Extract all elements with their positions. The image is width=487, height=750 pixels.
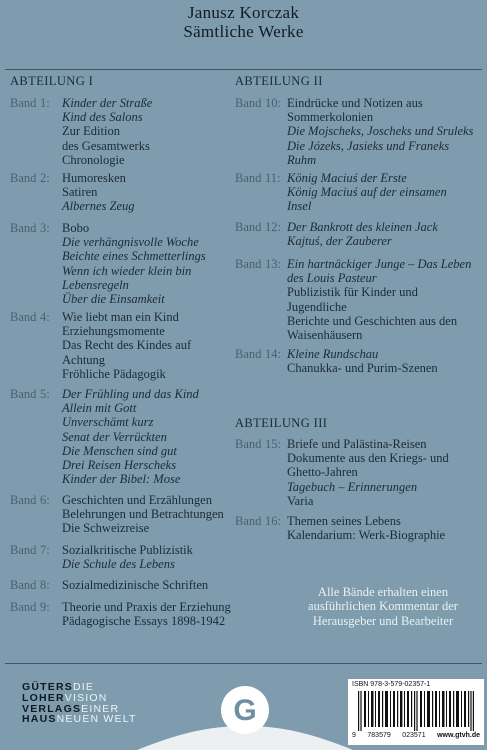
band-label: Band xyxy=(10,310,37,324)
band-label: Band xyxy=(235,347,262,361)
volume-title-line: Wie liebt man ein Kind xyxy=(62,310,179,324)
volume-title-line: Achtung xyxy=(62,352,106,367)
volume-title-line: Das Recht des Kindes auf xyxy=(62,338,192,353)
band-number: 13: xyxy=(265,257,281,271)
band-number: 8: xyxy=(40,578,50,592)
band-number: 3: xyxy=(40,221,50,235)
band-label: Band xyxy=(10,600,37,614)
volume-title-line: Albernes Zeug xyxy=(62,199,135,214)
volume-title-line: Fröhliche Pädagogik xyxy=(62,366,166,381)
band-label: Band xyxy=(235,257,262,271)
volume-title-line: Senat der Verrückten xyxy=(62,429,167,444)
volume-title-line: Dokumente aus den Kriegs- und xyxy=(287,451,449,466)
band-label: Band xyxy=(235,437,262,451)
band-label: Band xyxy=(235,96,262,110)
volume-title-line: Chronologie xyxy=(62,152,125,167)
barcode-icon xyxy=(358,691,474,731)
volume-title-line: Publizistik für Kinder und xyxy=(287,285,418,300)
volume-title-line: Sozialmedizinische Schriften xyxy=(62,578,209,592)
volume-title-line: Die Schweizreise xyxy=(62,521,150,536)
volume-title-line: des Gesamtwerks xyxy=(62,138,150,153)
volume-title-line: Bobo xyxy=(62,221,90,235)
band-label: Band xyxy=(10,578,37,592)
volume-title-line: Wenn ich wieder klein bin xyxy=(62,263,192,278)
volume-title-line: Der Frühling und das Kind xyxy=(62,387,199,401)
volume-title-line: Geschichten und Erzählungen xyxy=(62,493,212,507)
band-number: 12: xyxy=(265,220,281,234)
commentary-note: Alle Bände erhalten einen ausführlichen Kommentar der Herausgeber und Bearbeiter xyxy=(308,585,458,628)
volume-title-line: Pädagogische Essays 1898-1942 xyxy=(62,614,226,629)
band-label: Band xyxy=(235,514,262,528)
volume-title-line: Die Józeks, Jasieks und Franeks xyxy=(287,138,450,153)
volume-title-line: des Louis Pasteur xyxy=(287,271,377,286)
volume-title-line: Allein mit Gott xyxy=(62,401,137,416)
volume-title-line: Kinder der Straße xyxy=(62,96,153,110)
volume-title-line: Beichte eines Schmetterlings xyxy=(62,249,206,264)
volume-title-line: Erziehungsmomente xyxy=(62,324,165,339)
band-number: 9: xyxy=(40,600,50,614)
volume-title-line: Zur Edition xyxy=(62,124,120,139)
band-number: 15: xyxy=(265,437,281,451)
band-label: Band xyxy=(10,543,37,557)
volume-title-line: Varia xyxy=(287,493,314,508)
band-label: Band xyxy=(10,96,37,110)
volume-title-line: Drei Reisen Herscheks xyxy=(62,458,177,473)
band-label: Band xyxy=(10,221,37,235)
volume-title-line: Jugendliche xyxy=(287,299,347,314)
volume-title-line: Ruhm xyxy=(287,152,317,167)
volume-title-line: Über die Einsamkeit xyxy=(62,292,165,307)
section-heading-1: ABTEILUNG I xyxy=(10,74,94,88)
band-number: 4: xyxy=(40,310,50,324)
band-label: Band xyxy=(235,220,262,234)
band-number: 5: xyxy=(40,387,50,401)
volume-title-line: Satiren xyxy=(62,185,98,200)
volume-title-line: Kajtuś, der Zauberer xyxy=(287,234,392,249)
volume-title-line: Der Bankrott des kleinen Jack xyxy=(287,220,438,234)
series-title: Sämtliche Werke xyxy=(183,22,304,41)
author-name: Janusz Korczak xyxy=(187,3,300,22)
publisher-g-emblem xyxy=(137,676,353,750)
volume-title-line: Die Mojscheks, Joscheks und Sruleks xyxy=(287,124,474,139)
volume-title-line: Kalendarium: Werk-Biographie xyxy=(287,528,446,543)
band-number: 11: xyxy=(265,171,281,185)
svg-text:G: G xyxy=(233,694,257,727)
volume-title-line: Sozialkritische Publizistik xyxy=(62,543,193,557)
band-label: Band xyxy=(10,387,37,401)
volume-title-line: Chanukka- und Purim-Szenen xyxy=(287,361,438,376)
volume-title-line: Tagebuch – Erinnerungen xyxy=(287,479,418,494)
volume-title-line: Eindrücke und Notizen aus xyxy=(287,96,423,110)
volume-title-line: Theorie und Praxis der Erziehung xyxy=(62,600,231,614)
band-label: Band xyxy=(10,493,37,507)
band-number: 14: xyxy=(265,347,281,361)
band-number: 7: xyxy=(40,543,50,557)
volume-title-line: Unverschämt kurz xyxy=(62,415,154,430)
bottom-divider xyxy=(5,663,482,664)
section-heading-2: ABTEILUNG II xyxy=(235,74,323,88)
volume-title-line: Kinder der Bibel: Mose xyxy=(62,472,181,487)
band-number: 2: xyxy=(40,171,50,185)
volume-title-line: Kind des Salons xyxy=(62,110,143,125)
volume-title-line: Berichte und Geschichten aus den xyxy=(287,313,458,328)
publisher-logo-text: GÜTERSDIE LOHERVISION VERLAGSEINER HAUSNEUEN WELT xyxy=(22,681,137,726)
band-number: 10: xyxy=(265,96,281,110)
volume-title-line: Belehrungen und Betrachtungen xyxy=(62,507,224,522)
volume-title-line: Humoresken xyxy=(62,171,126,185)
barcode-box xyxy=(348,679,484,745)
volume-title-line: Die verhängnisvolle Woche xyxy=(62,235,199,250)
volume-title-line: Kleine Rundschau xyxy=(287,347,379,361)
volume-title-line: Ein hartnäckiger Junge – Das Leben xyxy=(287,257,472,271)
isbn-text: ISBN 978-3-579-02357-1 xyxy=(352,681,431,688)
volume-title-line: Waisenhäusern xyxy=(287,328,363,343)
volume-title-line: König Maciuś auf der einsamen xyxy=(287,185,447,200)
top-divider xyxy=(5,69,482,70)
section-heading-3: ABTEILUNG III xyxy=(235,416,328,430)
volume-title-line: König Maciuś der Erste xyxy=(287,171,407,185)
volume-title-line: Ghetto-Jahren xyxy=(287,465,358,480)
volume-title-line: Lebensregeln xyxy=(62,277,129,292)
volume-title-line: Themen seines Lebens xyxy=(287,514,401,528)
band-label: Band xyxy=(235,171,262,185)
band-number: 16: xyxy=(265,514,281,528)
volume-title-line: Die Menschen sind gut xyxy=(62,443,177,458)
volume-title-line: Sommerkolonien xyxy=(287,110,374,125)
band-number: 6: xyxy=(40,493,50,507)
barcode-digits: 9 783579 023571 www.gtvh.de xyxy=(352,732,480,739)
volume-title-line: Insel xyxy=(287,199,312,214)
volume-title-line: Briefe und Palästina-Reisen xyxy=(287,437,427,451)
band-label: Band xyxy=(10,171,37,185)
band-number: 1: xyxy=(40,96,50,110)
volume-title-line: Die Schule des Lebens xyxy=(62,557,175,572)
